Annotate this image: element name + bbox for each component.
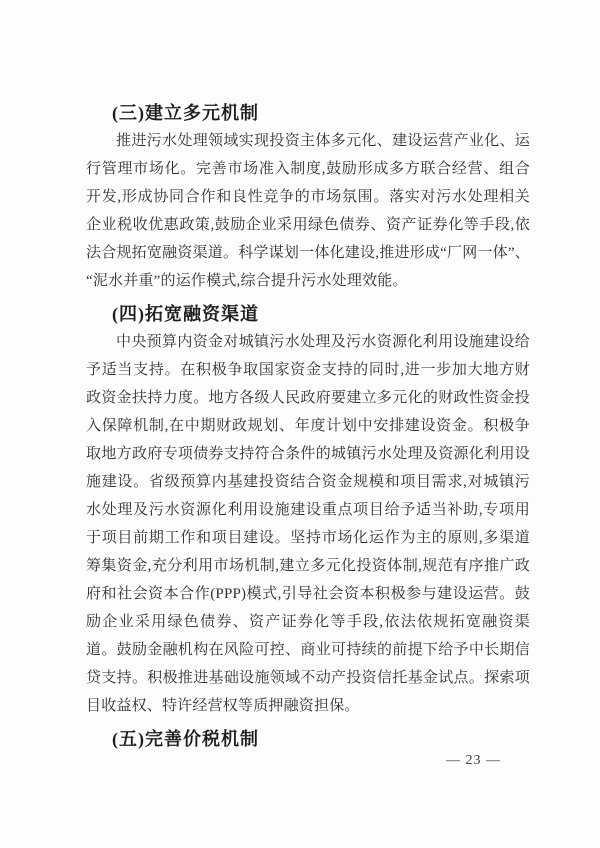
section-4-paragraph: 中央预算内资金对城镇污水处理及污水资源化利用设施建设给予适当支持。在积极争取国家资金支持的同时,进一步加大地方财政资金扶持力度。地方各级人民政府要建立多元化的财政性资金投入保障机制,在中期财政规划、年度计划中安排建设资金。积极争取地方政府专项债券支持符合条件的城镇污水处理及资源化利用设施建设。省级预算内基建投资结合资金规模和项目需求,对城镇污水处理及污水资源化利用设施建设重点项目给予适当补助,专项用于项目前期工作和项目建设。坚持市场化运作为主的原则,多渠道筹集资金,充分利用市场机制,建立多元化投资体制,规范有序推广政府和社会资本合作(PPP)模式,引导社会资本积极参与建设运营。鼓励企业采用绿色债券、资产证券化等手段,依法依规拓宽融资渠道。鼓励金融机构在风险可控、商业可持续的前提下给予中长期信贷支持。积极推进基础设施领域不动产投资信托基金试点。探索项目收益权、特许经营权等质押融资担保。 — [86, 334, 530, 714]
section-5-heading: (五)完善价税机制 — [112, 729, 259, 749]
section-3-heading: (三)建立多元机制 — [112, 103, 259, 123]
section-4 — [86, 300, 530, 720]
section-4-heading: (四)拓宽融资渠道 — [112, 304, 259, 324]
page-number: — 23 — — [446, 753, 501, 768]
section-5 — [86, 725, 530, 753]
document-content — [86, 94, 530, 753]
section-3 — [86, 99, 530, 295]
section-3-paragraph: 推进污水处理领域实现投资主体多元化、建设运营产业化、运行管理市场化。完善市场准入制度,鼓励形成多方联合经营、组合开发,形成协同合作和良性竞争的市场氛围。落实对污水处理相关企业税收优惠政策,鼓励企业采用绿色债券、资产证券化等手段,依法合规拓宽融资渠道。科学谋划一体化建设,推进形成“厂网一体”、“泥水并重”的运作模式,综合提升污水处理效能。 — [86, 133, 530, 289]
